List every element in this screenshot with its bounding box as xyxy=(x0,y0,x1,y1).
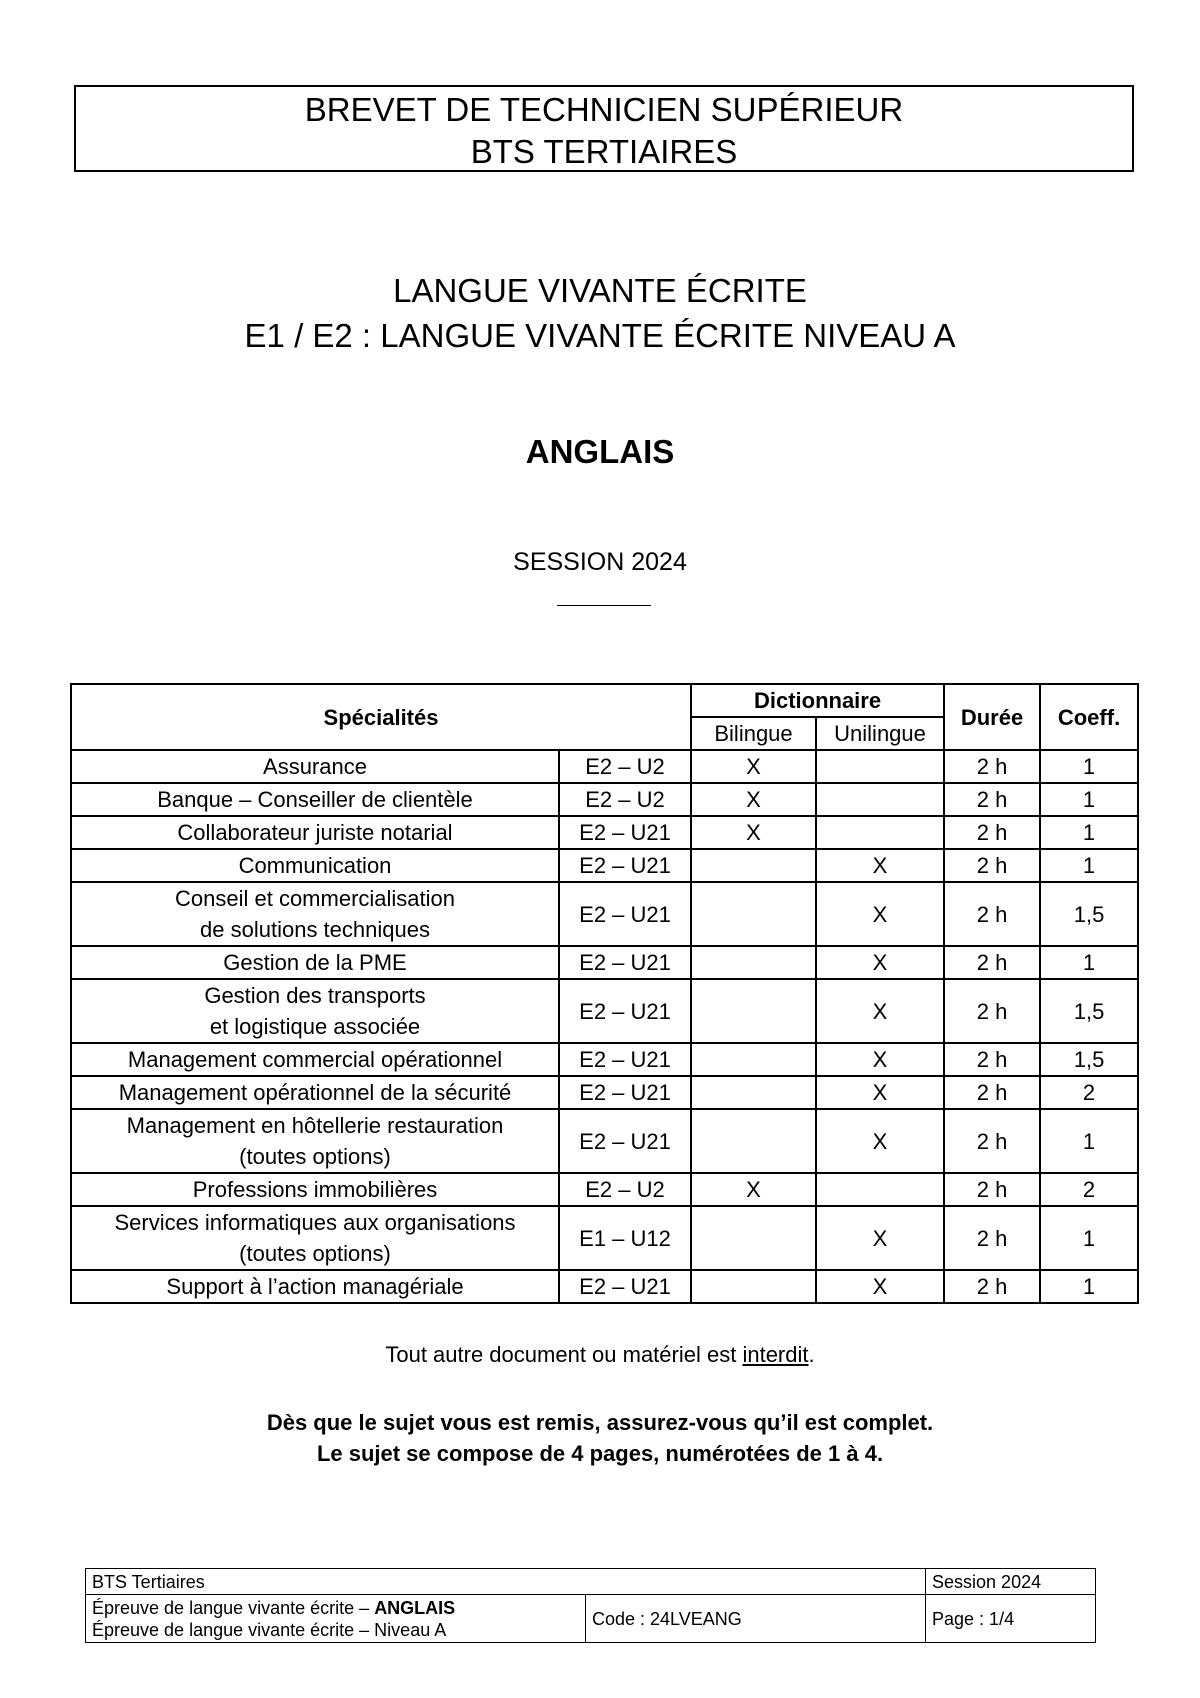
cell-bilingue xyxy=(691,849,816,882)
cell-coeff: 1 xyxy=(1040,1109,1138,1173)
exam-title-line2: BTS TERTIAIRES xyxy=(470,133,738,170)
cell-code: E2 – U21 xyxy=(559,979,691,1043)
cell-specialite xyxy=(71,946,559,979)
cell-duree: 2 h xyxy=(944,1076,1040,1109)
footer-epreuve-level: Épreuve de langue vivante écrite – Niveau A xyxy=(92,1619,447,1640)
cell-specialite-line: Management opérationnel de la sécurité xyxy=(118,1080,512,1105)
header-duree: Durée xyxy=(944,684,1040,750)
cell-code: E2 – U21 xyxy=(559,1109,691,1173)
cell-duree: 2 h xyxy=(944,1109,1040,1173)
cell-duree: 2 h xyxy=(944,783,1040,816)
cell-unilingue: X xyxy=(816,1206,944,1270)
cell-unilingue xyxy=(816,816,944,849)
cell-unilingue: X xyxy=(816,849,944,882)
cell-unilingue: X xyxy=(816,1043,944,1076)
cell-specialite-line: Collaborateur juriste notarial xyxy=(177,820,453,845)
cell-bilingue xyxy=(691,946,816,979)
cell-specialite xyxy=(71,816,559,849)
cell-duree: 2 h xyxy=(944,946,1040,979)
cell-specialite-line: (toutes options) xyxy=(239,1241,391,1266)
table-row xyxy=(71,849,1138,882)
cell-unilingue: X xyxy=(816,979,944,1043)
cell-bilingue: X xyxy=(691,783,816,816)
cell-specialite-line: Conseil et commercialisation xyxy=(175,886,455,911)
cell-coeff: 1 xyxy=(1040,849,1138,882)
table-row xyxy=(71,1206,1138,1270)
cell-code: E2 – U21 xyxy=(559,882,691,946)
notice-underlined: interdit xyxy=(742,1342,809,1367)
exam-title-box xyxy=(74,85,1134,172)
session-label: SESSION 2024 xyxy=(513,548,687,576)
header-bilingue: Bilingue xyxy=(691,717,816,750)
footer-epreuve-prefix: Épreuve de langue vivante écrite – xyxy=(92,1597,375,1618)
cell-bilingue xyxy=(691,979,816,1043)
subject-line1: LANGUE VIVANTE ÉCRITE xyxy=(393,272,807,309)
cell-code: E2 – U21 xyxy=(559,946,691,979)
header-unilingue: Unilingue xyxy=(816,717,944,750)
cell-specialite-line: Banque – Conseiller de clientèle xyxy=(157,787,473,812)
cell-bilingue xyxy=(691,1270,816,1303)
footer-epreuve xyxy=(86,1595,586,1643)
subject-line2: E1 / E2 : LANGUE VIVANTE ÉCRITE NIVEAU A xyxy=(244,317,956,354)
exam-title-line1: BREVET DE TECHNICIEN SUPÉRIEUR xyxy=(304,91,904,128)
cell-bilingue xyxy=(691,1043,816,1076)
cell-code: E2 – U21 xyxy=(559,816,691,849)
cell-specialite xyxy=(71,1076,559,1109)
cell-code: E2 – U21 xyxy=(559,1270,691,1303)
bold-note-complete: Dès que le sujet vous est remis, assurez-vous qu’il est complet. xyxy=(266,1410,934,1435)
table-row xyxy=(71,1109,1138,1173)
notice-after: . xyxy=(808,1342,815,1367)
cell-coeff: 1 xyxy=(1040,946,1138,979)
cell-code: E2 – U21 xyxy=(559,1043,691,1076)
cell-specialite xyxy=(71,783,559,816)
table-row xyxy=(71,783,1138,816)
cell-code: E1 – U12 xyxy=(559,1206,691,1270)
cell-specialite-line: Professions immobilières xyxy=(192,1177,438,1202)
header-specialites: Spécialités xyxy=(71,684,691,750)
bold-note-pages: Le sujet se compose de 4 pages, numérotées de 1 à 4. xyxy=(316,1441,884,1466)
cell-bilingue xyxy=(691,1206,816,1270)
cell-coeff: 1,5 xyxy=(1040,1043,1138,1076)
cell-specialite-line: Support à l’action managériale xyxy=(166,1274,464,1299)
cell-bilingue xyxy=(691,882,816,946)
cell-specialite-line: Management en hôtellerie restauration xyxy=(126,1113,504,1138)
cell-coeff: 2 xyxy=(1040,1076,1138,1109)
cell-specialite xyxy=(71,849,559,882)
notice-before: Tout autre document ou matériel est xyxy=(385,1342,743,1367)
cell-coeff: 1,5 xyxy=(1040,979,1138,1043)
cell-duree: 2 h xyxy=(944,1043,1040,1076)
cell-specialite-line: Communication xyxy=(238,853,392,878)
cell-code: E2 – U2 xyxy=(559,783,691,816)
cell-specialite-line: Assurance xyxy=(263,754,367,779)
table-row xyxy=(71,979,1138,1043)
specialties-table xyxy=(70,683,1139,1304)
footer-table xyxy=(85,1568,1096,1643)
cell-code: E2 – U2 xyxy=(559,1173,691,1206)
cell-specialite-line: (toutes options) xyxy=(239,1144,391,1169)
cell-coeff: 1 xyxy=(1040,1270,1138,1303)
table-row xyxy=(71,750,1138,783)
cell-specialite xyxy=(71,1270,559,1303)
table-row xyxy=(71,946,1138,979)
cell-coeff: 1 xyxy=(1040,816,1138,849)
session-divider xyxy=(557,605,651,606)
language-heading: ANGLAIS xyxy=(525,433,675,470)
cell-bilingue: X xyxy=(691,816,816,849)
cell-bilingue: X xyxy=(691,750,816,783)
cell-bilingue xyxy=(691,1076,816,1109)
cell-coeff: 1 xyxy=(1040,1206,1138,1270)
cell-specialite xyxy=(71,882,559,946)
cell-coeff: 1,5 xyxy=(1040,882,1138,946)
cell-unilingue xyxy=(816,750,944,783)
footer-code: Code : 24LVEANG xyxy=(586,1595,926,1643)
cell-specialite xyxy=(71,1043,559,1076)
cell-duree: 2 h xyxy=(944,979,1040,1043)
footer-session: Session 2024 xyxy=(926,1569,1096,1595)
cell-specialite-line: de solutions techniques xyxy=(200,917,430,942)
cell-unilingue: X xyxy=(816,946,944,979)
cell-unilingue: X xyxy=(816,1076,944,1109)
cell-coeff: 1 xyxy=(1040,783,1138,816)
header-coeff: Coeff. xyxy=(1040,684,1138,750)
cell-unilingue xyxy=(816,1173,944,1206)
cell-specialite xyxy=(71,979,559,1043)
table-row xyxy=(71,816,1138,849)
table-row xyxy=(71,1076,1138,1109)
cell-bilingue xyxy=(691,1109,816,1173)
table-row xyxy=(71,1270,1138,1303)
cell-specialite-line: Gestion des transports xyxy=(204,983,426,1008)
specialties-table-body xyxy=(71,750,1138,1303)
cell-specialite xyxy=(71,1206,559,1270)
cell-duree: 2 h xyxy=(944,849,1040,882)
cell-duree: 2 h xyxy=(944,1173,1040,1206)
cell-duree: 2 h xyxy=(944,1270,1040,1303)
cell-duree: 2 h xyxy=(944,882,1040,946)
cell-specialite xyxy=(71,750,559,783)
cell-specialite-line: Management commercial opérationnel xyxy=(127,1047,503,1072)
cell-specialite-line: et logistique associée xyxy=(209,1014,421,1039)
cell-coeff: 2 xyxy=(1040,1173,1138,1206)
cell-unilingue: X xyxy=(816,1270,944,1303)
footer-page: Page : 1/4 xyxy=(926,1595,1096,1643)
header-dictionnaire: Dictionnaire xyxy=(691,684,944,717)
cell-specialite xyxy=(71,1109,559,1173)
footer-program: BTS Tertiaires xyxy=(86,1569,926,1595)
cell-duree: 2 h xyxy=(944,1206,1040,1270)
cell-code: E2 – U2 xyxy=(559,750,691,783)
cell-unilingue: X xyxy=(816,1109,944,1173)
cell-code: E2 – U21 xyxy=(559,849,691,882)
cell-code: E2 – U21 xyxy=(559,1076,691,1109)
table-row xyxy=(71,1043,1138,1076)
cell-specialite-line: Gestion de la PME xyxy=(223,950,407,975)
cell-unilingue xyxy=(816,783,944,816)
cell-duree: 2 h xyxy=(944,816,1040,849)
cell-specialite xyxy=(71,1173,559,1206)
cell-duree: 2 h xyxy=(944,750,1040,783)
cell-specialite-line: Services informatiques aux organisations xyxy=(114,1210,516,1235)
cell-bilingue: X xyxy=(691,1173,816,1206)
cell-unilingue: X xyxy=(816,882,944,946)
cell-coeff: 1 xyxy=(1040,750,1138,783)
footer-epreuve-lang: ANGLAIS xyxy=(374,1597,456,1618)
notice-text xyxy=(0,1342,1200,1368)
table-row xyxy=(71,1173,1138,1206)
table-row xyxy=(71,882,1138,946)
